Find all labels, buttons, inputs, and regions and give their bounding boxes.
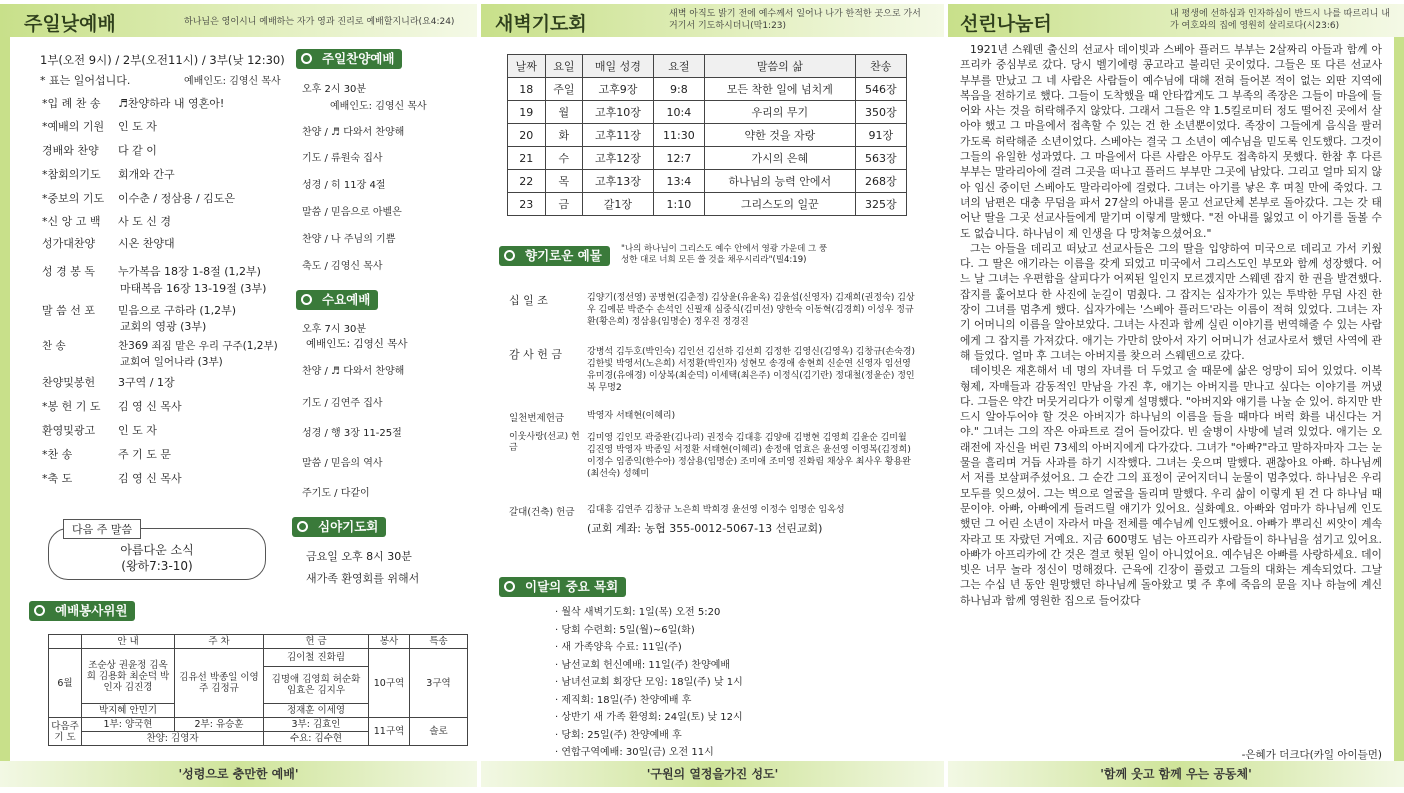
wednesday-item: 찬양 / ♬ 다와서 찬양해 — [302, 366, 405, 377]
order-item-sub: 교회의 영광 (3부) — [120, 320, 207, 333]
table-row: 18 주일 고후9장 9:8 모든 착한 일에 넘치게 546장 — [508, 78, 907, 101]
order-item: *입 례 찬 송 ♬찬양하라 내 영혼아! — [42, 97, 225, 110]
list-item: · 연합구역예배: 30일(금) 오전 11시 — [555, 747, 714, 758]
order-item: 찬양및봉헌 3구역 / 1장 — [42, 376, 175, 389]
service-times: 1부(오전 9시) / 2부(오전11시) / 3부(낮 12:30) — [40, 53, 285, 67]
staff-next: 다음주 기 도 — [49, 718, 82, 746]
worship-header — [0, 4, 477, 37]
offering-label: 감 사 헌 금 — [509, 348, 562, 361]
list-item: · 당회 수련회: 5일(월)~6일(화) — [555, 624, 695, 636]
staff-header: 헌 금 — [264, 635, 369, 649]
order-item-sub: 마태복음 16장 13-19절 (3부) — [120, 282, 267, 295]
sharing-header — [948, 4, 1404, 37]
offering-names: 박영자 서태현(이혜리) — [587, 411, 676, 421]
staff-praise: 찬양: 김영자 — [82, 732, 264, 746]
order-item-sub: 교회여 일어나라 (3부) — [120, 356, 223, 368]
left-border — [0, 37, 10, 761]
sunday-praise-item: 말씀 / 믿음으로 아벨은 — [302, 207, 402, 218]
staff-pray: 1부: 양국현 — [82, 718, 175, 732]
offering-label: 이웃사랑(선교) 헌금 — [509, 432, 580, 453]
staff-special: 3구역 — [410, 649, 468, 718]
staff-header: 주 차 — [175, 635, 264, 649]
next-week-title: 아름다운 소식 — [120, 543, 194, 557]
offering-heading: 향기로운 예물 — [499, 246, 610, 266]
staff-table — [48, 634, 468, 746]
offering-label: 일천번제헌금 — [509, 413, 565, 424]
story-paragraph: 그는 아들을 데리고 떠났고 선교사들은 그의 딸을 입양하여 미국으로 데리고 가서 키웠다. 그 딸은 애기라는 이름을 갖게 되었고 미국에서 그리스도인 부모와 함께 성장했다. 어느 날 그녀는 우편함을 살피다가 어찌된 일인지 모르겠지만 스웨덴 잡지 한 권을 발견했다. 잡지를 훑어보다 한 사진에 눈길이 멈췄다. 그 잡지는 십자가가 있는 투박한 무덤 사진 한 장이 그녀를 멈추게 했다. 십자가에는 '스베아 플러드'라는 이름이 적혀 있었다. 그녀는 자기 어머니의 이름을 알아보았다. 그녀는 사진과 함께 실린 이야기를 번역해줄 수 있는 사람에게 그 잡지를 가져갔다. 애기는 가만히 앉아서 자기 어머니가 선교사로서 했던 사역에 관해 들었다. 얼마 후 그녀는 아버지를 찾으러 스웨덴으로 갔다. — [960, 241, 1382, 362]
bullet-icon — [504, 581, 515, 592]
night-prayer-time: 금요일 오후 8시 30분 — [306, 550, 412, 563]
dawn-col-header: 날짜 — [508, 55, 546, 78]
bullet-icon — [301, 294, 312, 305]
church-account: (교회 계좌: 농협 355-0012-5067-13 선린교회) — [587, 522, 823, 535]
next-week-label: 다음 주 말씀 — [63, 519, 141, 539]
dawn-col-header: 말씀의 삶 — [705, 55, 855, 78]
wednesday-item: 주기도 / 다같이 — [302, 488, 370, 499]
right-border — [1394, 37, 1404, 761]
sunday-praise-item: 기도 / 류원숙 집사 — [302, 153, 383, 164]
list-item: · 제직회: 18일(주) 찬양예배 후 — [555, 694, 692, 706]
staff-header: 특송 — [410, 635, 468, 649]
staff-guide: 박지혜 안민기 — [82, 704, 175, 718]
next-week-ref: (왕하7:3-10) — [121, 559, 193, 573]
list-item: · 남녀선교회 회장단 모임: 18일(주) 낮 1시 — [555, 677, 743, 688]
staff-offering: 김명애 김영희 허순화 임효은 김지우 — [264, 667, 369, 704]
wednesday-item: 성경 / 행 3장 11-25절 — [302, 428, 402, 439]
order-item: *찬 송 주 기 도 문 — [42, 448, 171, 461]
table-row: 20 화 고후11장 11:30 약한 것을 자랑 91장 — [508, 124, 907, 147]
stand-note: * 표는 일어섭니다. — [40, 74, 131, 87]
sunday-praise-time: 오후 2시 30분 — [302, 84, 367, 95]
bullet-icon — [301, 53, 312, 64]
dawn-table — [507, 54, 907, 216]
dawn-col-header: 매일 성경 — [583, 55, 654, 78]
sharing-verse: 내 평생에 선하심과 인자하심이 반드시 나를 따르리니 내가 여호와의 집에 영원히 살리로다(시23:6) — [1170, 9, 1390, 31]
offering-label: 십 일 조 — [509, 294, 548, 307]
staff-wed: 수요: 김수현 — [264, 732, 369, 746]
staff-header: 안 내 — [82, 635, 175, 649]
order-item: 찬 송 찬369 죄짐 맡은 우리 구주(1,2부) — [42, 340, 278, 352]
sunday-praise-item: 성경 / 히 11장 4절 — [302, 180, 386, 191]
staff-header: 봉사 — [369, 635, 410, 649]
night-prayer-purpose: 새가족 환영회를 위해서 — [306, 572, 420, 585]
sunday-praise-item: 찬양 / ♬ 다와서 찬양해 — [302, 127, 405, 138]
night-prayer-heading: 심야기도회 — [292, 517, 386, 537]
sharing-panel — [948, 0, 1404, 793]
table-row: 23 금 갈1장 1:10 그리스도의 일꾼 325장 — [508, 193, 907, 216]
dawn-panel — [481, 0, 944, 793]
order-item: 경배와 찬양 다 같 이 — [42, 144, 157, 157]
story-text — [960, 42, 1382, 608]
dawn-title: 새벽기도회 — [495, 13, 587, 35]
staff-special: 솔로 — [410, 718, 468, 746]
list-item: · 당회: 25일(주) 찬양예배 후 — [555, 729, 682, 741]
order-item: *참회의기도 회개와 간구 — [42, 168, 175, 181]
table-row: 22 목 고후13장 13:4 하나님의 능력 안에서 268장 — [508, 170, 907, 193]
sharing-footer: '함께 웃고 함께 우는 공동체' — [948, 761, 1404, 787]
worship-leader: 예배인도: 김영신 목사 — [184, 76, 281, 87]
offering-names: 김양기(정선영) 공병현(김춘정) 김상윤(유윤옥) 김윤섭(신영자) 김재희(권정숙) 김상우 김예분 박준수 손석인 신필재 심중식(김미선) 양한숙 이동혁(김경희) 이성우 정규환(황은희) 정삼용(임명순) 정우진 정경진 — [587, 293, 915, 327]
wednesday-time: 오후 7시 30분 — [302, 324, 367, 335]
staff-heading: 예배봉사위원 — [29, 601, 135, 621]
table-row: 19 월 고후10장 10:4 우리의 무기 350장 — [508, 101, 907, 124]
order-item: *봉 헌 기 도 김 영 신 목사 — [42, 400, 182, 413]
order-item: 성 경 봉 독 누가복음 18장 1-8절 (1,2부) — [42, 265, 261, 278]
worship-verse: 하나님은 영이시니 예배하는 자가 영과 진리로 예배할지니라(요4:24) — [184, 17, 455, 27]
story-paragraph: 데이빗은 재혼해서 네 명의 자녀를 더 두었고 술 때문에 삶은 엉망이 되어 있었다. 이복형제, 자매들과 감동적인 만남을 가진 후, 애기는 아버지를 만나고 싶다는 이야기를 꺼냈다. 그들은 약간 머뭇거리다가 이렇게 설명했다. "아버지와 얘기를 나눌 순 있어. 하지만 반드시 알아두어야 할 것은 아버지가 하나님의 이름을 들을 때마다 버럭 화를 내신다는 거야." 그녀는 그의 작은 아파트로 걸어 들어갔다. 빈 술병이 사방에 널려 있었다. 애기는 오래전에 자신을 버린 73세의 아버지에게 다가갔다. 그녀가 "아빠?"라고 말하자마자 그는 눈물을 흘리며 거듭 사과를 하기 시작했다. 그녀는 웃으며 말했다. 괜찮아요 아빠. 하나님께서 저를 보살펴주셨어요. 그 순간 그의 표정이 굳어지더니 눈물이 멈추었다. 하나님은 우리 모두를 잊으셨어. 그는 벽으로 얼굴을 돌리며 말했다. 우리 삶이 이렇게 된 건 다 하나님 때문이야. 아빠, 아빠에게 들려드릴 얘기가 있어요. 실화예요. 아빠와 엄마가 하나님께 인도했던 그 어린 소년이 자라서 마을 전체를 예수님께 인도했어요. 아빠가 뿌리신 씨앗이 계속 자라고 또 자랐던 거예요. 지금 600명도 넘는 아프리카 사람들이 하나님을 섬기고 있어요. 아빠가 아프리카에 간 것은 결코 헛된 일이 아니었어요. 예수님은 아빠를 사랑하세요. 데이빗은 너무 놀라 정신이 멍해졌다. 근육에 긴장이 풀렸고 그들의 대화는 계속되었다. 그날 그는 수십 년 동안 원망했던 하나님께 돌아왔고 몇 주 후에 죽음의 문을 지나 하늘에 계신 하나님과 함께 영원한 집으로 들어갔다 — [960, 364, 1382, 607]
story-source: -은혜가 더크다(카일 아이들먼) — [1241, 749, 1382, 761]
list-item: · 새 가족양육 수료: 11일(주) — [555, 642, 682, 653]
staff-serve: 10구역 — [369, 649, 410, 718]
dawn-footer: '구원의 열정을가진 성도' — [481, 761, 944, 787]
story-paragraph: 1921년 스웨덴 출신의 선교사 데이빗과 스베아 플러드 부부는 2살짜리 아들과 함께 아프리카 중심부로 갔다. 당시 벨기에령 콩고라고 불리던 곳이었다. 그들은 또 다른 선교사 부부를 만났고 그 네 사람은 사람들이 예수님에 대해 전혀 들어본 적이 없는 외딴 지역에 복음을 전하기로 했다. 그들이 도착했을 때 안타깝게도 그 부족의 족장은 그들이 마을에 들어와 사는 것을 허락해주지 않았다. 그래서 그들은 약 1.5킬로미터 정도 떨어진 곳에서 살아야 했고 그 마을에서 접촉할 수 있는 건 한 소년뿐이었다. 족장이 그들에게 음식을 팔러 가도록 허락해준 소년이었다. 스베아는 결국 그 소년이 예수님을 믿도록 인도했다. 그것이 그들의 유일한 성과였다. 그 마을에서 다른 사람은 아무도 접촉하지 못했다. 한참 후 다른 부부는 말라리아에 걸려 그곳을 떠나고 플러드 부부만 그곳에 남았다. 그리고 얼마 되지 않아 임신 중이던 스베아도 말라리아에 걸렸다. 그녀는 아기를 낳은 후 며칠 만에 죽었다. 그녀의 남편은 대충 무덤을 파서 27살의 아내를 묻고 선교단체 본부로 돌아갔다. 그는 갓 태어난 딸을 그곳 선교사들에게 맡기며 이렇게 말했다. "전 아내를 잃었고 이 아기를 돌볼 수도 없습니다. 하나님이 제 인생을 다 망쳐놓으셨어요." — [960, 43, 1382, 240]
list-item: · 월삭 새벽기도회: 1일(목) 오전 5:20 — [555, 607, 721, 618]
staff-pray: 3부: 김효인 — [264, 718, 369, 732]
staff-offering: 김이철 진화림 — [264, 649, 369, 667]
dawn-verse: 새벽 아직도 밝기 전에 예수께서 일어나 나가 한적한 곳으로 가서 거기서 기도하시더니(막1:23) — [669, 9, 921, 31]
offering-names: 김대흥 김연주 김창규 노은희 박희경 윤선영 이정수 임명순 임옥성 — [587, 505, 845, 515]
dawn-col-header: 찬송 — [855, 55, 906, 78]
wednesday-heading: 수요예배 — [296, 290, 378, 310]
sunday-praise-heading: 주일찬양예배 — [296, 49, 402, 69]
offering-names: 김미영 김인모 곽중완(김나리) 권정숙 김대흥 김양애 김병현 김영희 김윤순 김미월 김진영 박영자 박종일 서정환 서태현(이혜리) 송정애 엄효은 윤선영 이영복(김정희) 이정수 임종익(한수아) 정삼용(임명순) 조미애 조미영 진화림 채상우 최사우 황용완(최선숙) 성혜미 — [587, 433, 911, 479]
order-item: *중보의 기도 이수춘 / 정삼용 / 김도은 — [42, 192, 236, 205]
order-item: 성가대찬양 시온 찬양대 — [42, 237, 175, 250]
table-row: 21 수 고후12장 12:7 가시의 은혜 563장 — [508, 147, 907, 170]
order-item: 환영및광고 인 도 자 — [42, 424, 157, 437]
bullet-icon — [34, 605, 45, 616]
wednesday-leader: 예배인도: 김영신 목사 — [306, 338, 408, 350]
bullet-icon — [297, 521, 308, 532]
sharing-title: 선린나눔터 — [960, 13, 1052, 35]
dawn-col-header: 요일 — [545, 55, 583, 78]
staff-serve: 11구역 — [369, 718, 410, 746]
offering-names: 강병석 김두호(박인숙) 김인선 김선하 김선희 김정한 김영신(김영옥) 김창규(손숙경) 김한빛 박영서(노은희) 서정환(박인자) 성현모 송경애 송현희 신순연 신영자 임선영 유미경(유애경) 이상복(최순덕) 이세택(최은주) 이정식(김기란) 정대철(정윤순) 정인복 무명2 — [587, 347, 915, 393]
staff-pray: 2부: 유승훈 — [175, 718, 264, 732]
list-item: · 상반기 새 가족 환영회: 24일(토) 낮 12시 — [555, 712, 743, 723]
offering-label: 갈대(건축) 헌금 — [509, 507, 575, 518]
staff-offering: 정재훈 이세영 — [264, 704, 369, 718]
dawn-header — [481, 4, 944, 37]
news-heading: 이달의 중요 목회 — [499, 577, 626, 597]
sunday-praise-item: 찬양 / 나 주님의 기쁨 — [302, 234, 396, 245]
dawn-col-header: 요절 — [653, 55, 704, 78]
staff-guide: 조순상 권윤정 김옥희 김용화 최순덕 박인자 김진경 — [82, 649, 175, 704]
worship-footer: '성령으로 충만한 예배' — [0, 761, 477, 787]
wednesday-item: 말씀 / 믿음의 역사 — [302, 458, 383, 469]
sunday-praise-leader: 예배인도: 김영신 목사 — [330, 101, 427, 112]
list-item: · 남선교회 헌신예배: 11일(주) 찬양예배 — [555, 659, 731, 671]
sunday-praise-item: 축도 / 김영신 목사 — [302, 261, 383, 272]
offering-verse: "나의 하나님이 그리스도 예수 안에서 영광 가운데 그 풍성한 대로 너희 모든 쓸 것을 채우시리라"(빌4:19) — [621, 244, 828, 265]
staff-month: 6월 — [49, 649, 82, 718]
order-item: *신 앙 고 백 사 도 신 경 — [42, 215, 171, 228]
worship-title: 주일낮예배 — [24, 13, 116, 35]
worship-panel — [0, 0, 477, 793]
next-week-box — [48, 523, 266, 580]
staff-parking: 김유선 박종일 이영주 김정규 — [175, 649, 264, 718]
order-item: *예배의 기원 인 도 자 — [42, 120, 157, 133]
order-item: *축 도 김 영 신 목사 — [42, 472, 182, 485]
order-item: 말 씀 선 포 믿음으로 구하라 (1,2부) — [42, 304, 237, 317]
wednesday-item: 기도 / 김연주 집사 — [302, 398, 383, 409]
bullet-icon — [504, 250, 515, 261]
